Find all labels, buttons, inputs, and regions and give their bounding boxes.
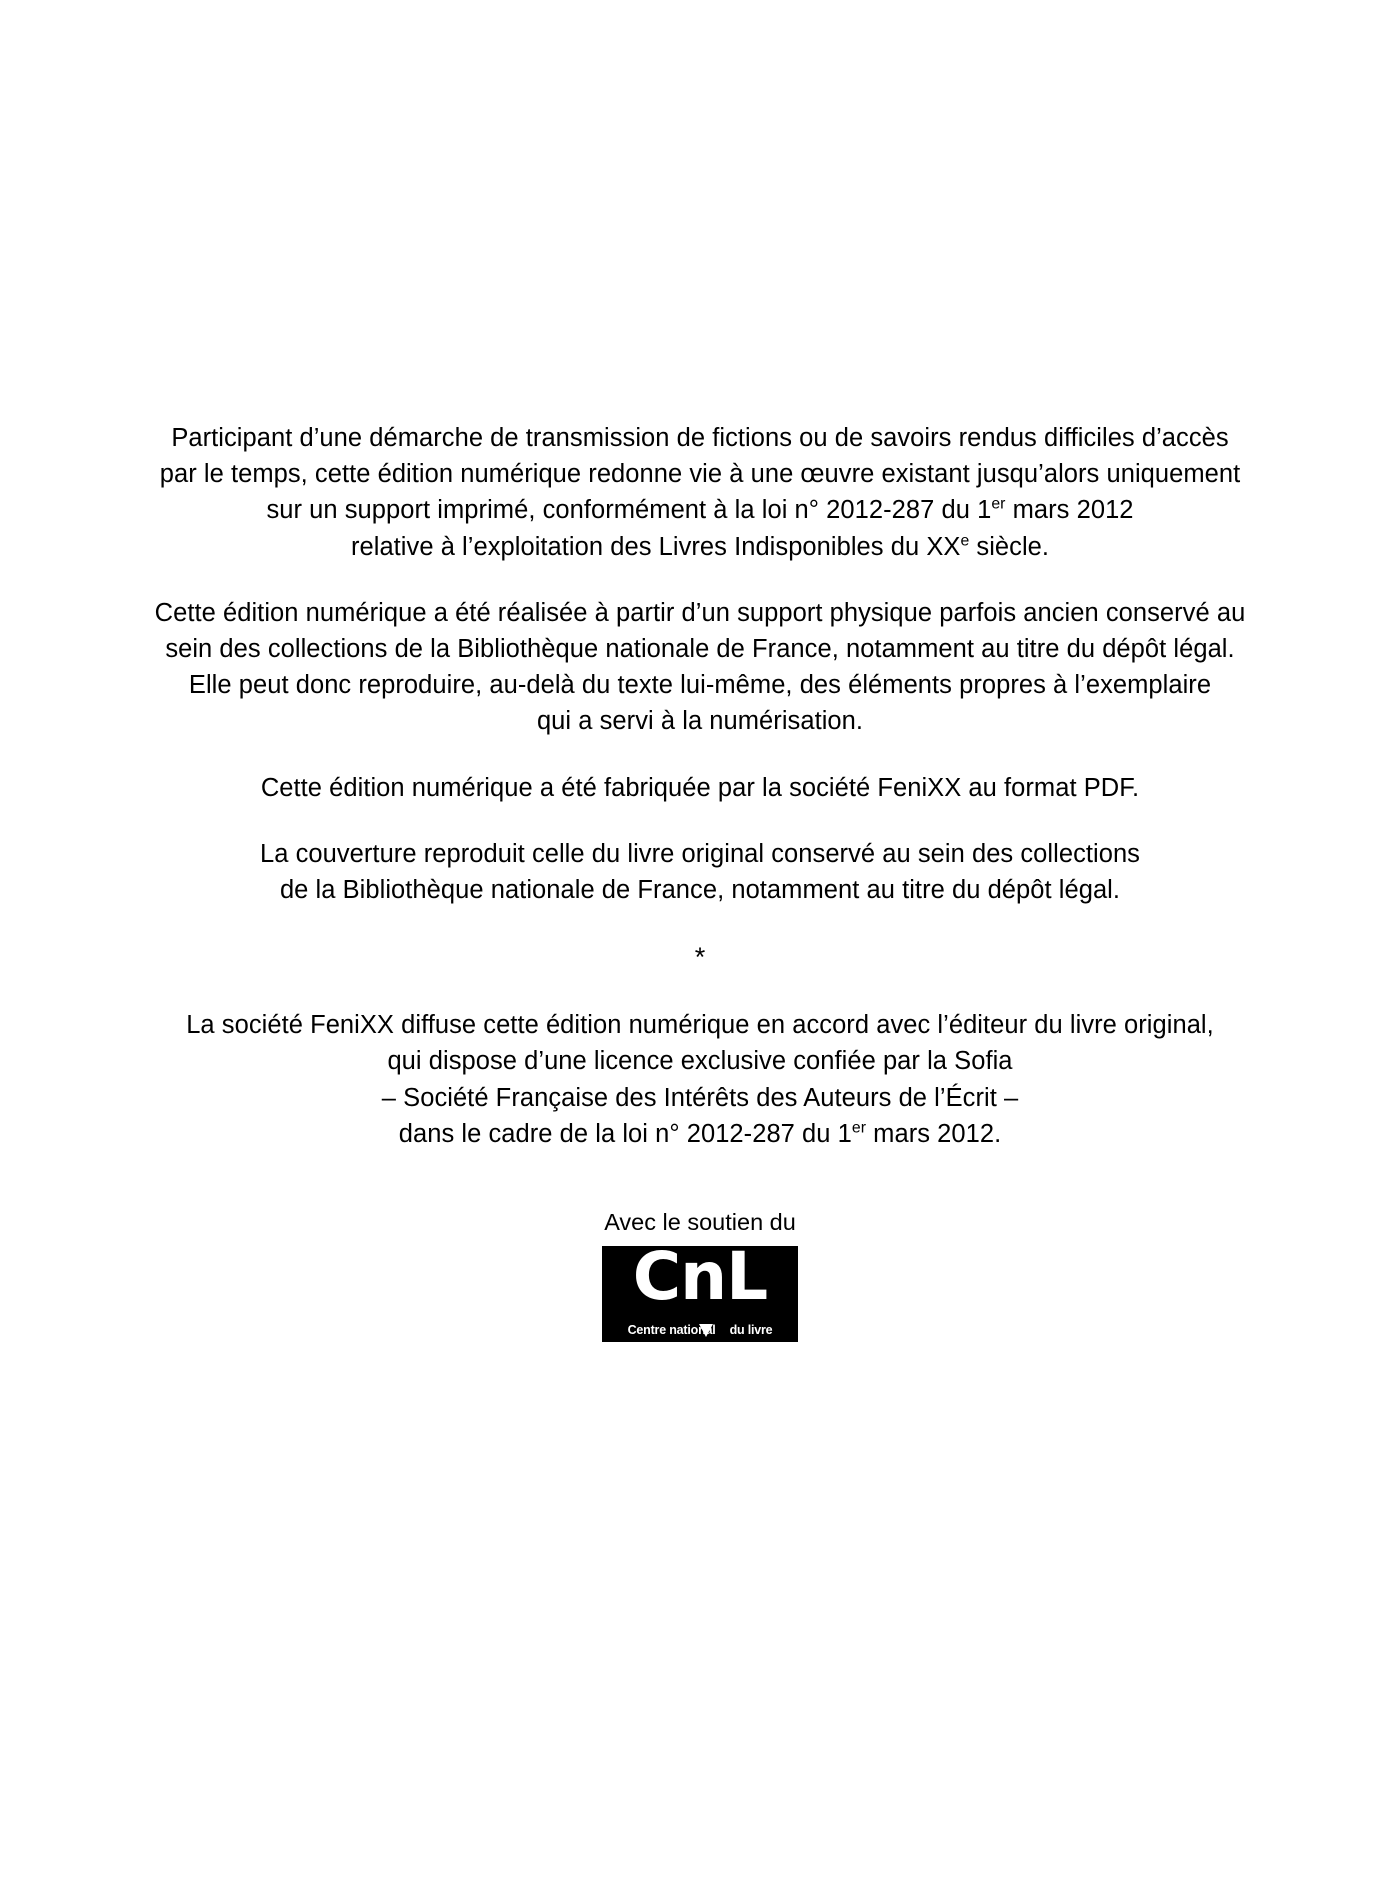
paragraph-support-physique-line-1: Cette édition numérique a été réalisée à partir d’un support physique parfois ancien conservé au bbox=[154, 598, 1246, 627]
cnl-logo-tagline bbox=[602, 1323, 798, 1337]
legal-notice-block bbox=[0, 420, 1400, 1347]
cnl-logo-tagline-right: du livre bbox=[729, 1323, 773, 1338]
paragraph-diffusion-line-2: qui dispose d’une licence exclusive confiée par la Sofia bbox=[387, 1047, 1013, 1076]
sponsor-label: Avec le soutien du bbox=[604, 1209, 796, 1236]
paragraph-transmission-line-3: sur un support imprimé, conformément à la loi n° 2012-287 du 1er mars 2012 bbox=[266, 495, 1134, 525]
paragraph-transmission-line-4: relative à l’exploitation des Livres Indisponibles du XXe siècle. bbox=[350, 532, 1050, 561]
paragraph-diffusion bbox=[140, 1007, 1260, 1152]
cnl-logo-tagline-left: Centre national bbox=[627, 1323, 716, 1338]
paragraph-transmission bbox=[140, 420, 1260, 565]
ordinal-suffix-e: e bbox=[960, 532, 970, 550]
sponsor-block bbox=[0, 1208, 1400, 1347]
ordinal-suffix-er: er bbox=[991, 495, 1006, 513]
paragraph-couverture-line-2: de la Bibliothèque nationale de France, notamment au titre du dépôt légal. bbox=[279, 876, 1121, 905]
paragraph-support-physique-line-4: qui a servi à la numérisation. bbox=[536, 707, 864, 736]
paragraph-couverture bbox=[140, 836, 1260, 908]
paragraph-transmission-line-2: par le temps, cette édition numérique redonne vie à une œuvre existant jusqu’alors uniquement bbox=[159, 460, 1241, 489]
paragraph-transmission-line-1: Participant d’une démarche de transmission de fictions ou de savoirs rendus difficiles d’accès bbox=[171, 424, 1229, 452]
cnl-logo-wordmark: CnL bbox=[632, 1246, 768, 1316]
section-separator-asterisk: * bbox=[694, 942, 706, 973]
paragraph-couverture-line-1: La couverture reproduit celle du livre original conservé au sein des collections bbox=[260, 839, 1140, 868]
paragraph-fabrication-line-1: Cette édition numérique a été fabriquée par la société FeniXX au format PDF. bbox=[260, 773, 1140, 802]
paragraph-diffusion-line-4: dans le cadre de la loi n° 2012-287 du 1er mars 2012. bbox=[398, 1119, 1002, 1148]
paragraph-support-physique-line-2: sein des collections de la Bibliothèque nationale de France, notamment au titre du dépôt légal. bbox=[165, 635, 1235, 664]
paragraph-diffusion-line-1: La société FeniXX diffuse cette édition numérique en accord avec l’éditeur du livre original, bbox=[186, 1011, 1214, 1040]
cnl-logo bbox=[602, 1246, 798, 1342]
ordinal-suffix-er: er bbox=[851, 1119, 867, 1137]
paragraph-diffusion-line-3: – Société Française des Intérêts des Auteurs de l’Écrit – bbox=[381, 1083, 1019, 1112]
paragraph-support-physique bbox=[140, 595, 1260, 740]
paragraph-fabrication bbox=[140, 770, 1260, 806]
paragraph-support-physique-line-3: Elle peut donc reproduire, au-delà du texte lui-même, des éléments propres à l’exemplaire bbox=[188, 671, 1212, 700]
